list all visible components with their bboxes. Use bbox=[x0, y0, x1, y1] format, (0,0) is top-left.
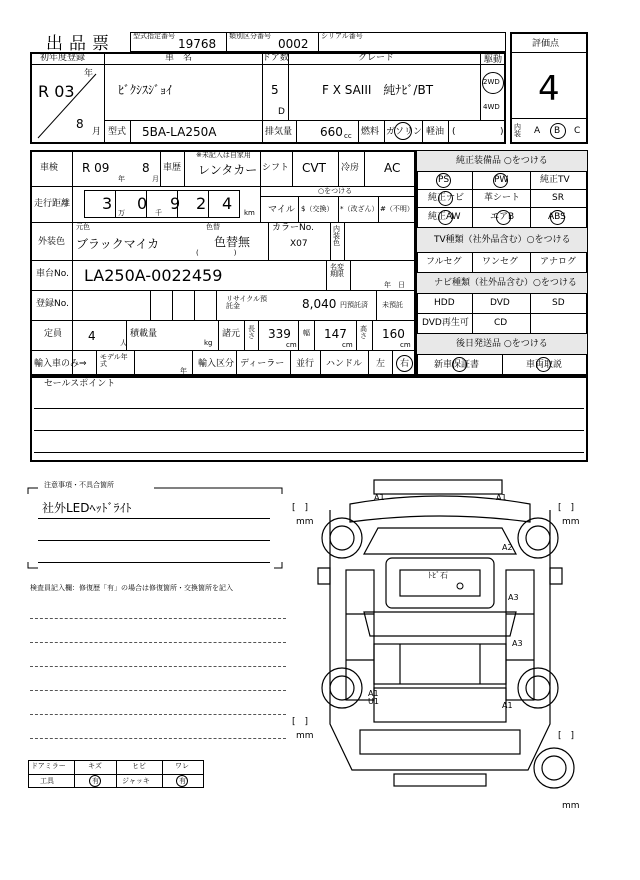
legend-scratch: キズ bbox=[88, 762, 102, 770]
later-warranty-circle bbox=[452, 357, 467, 372]
front-bumper bbox=[374, 480, 502, 494]
car-damage-diagram bbox=[290, 474, 590, 814]
length-cm: cm bbox=[286, 341, 297, 349]
mark-a1-u1: A1 bbox=[368, 689, 379, 698]
chassis-label: 車台No. bbox=[36, 269, 69, 279]
import-label: 輸入車のみ⇒ bbox=[34, 359, 87, 369]
mark-a1-front-right: A1 bbox=[496, 493, 507, 502]
color: ブラックマイカ bbox=[76, 237, 160, 251]
mark-a1-front-left: A1 bbox=[374, 493, 385, 502]
rear-bumper bbox=[360, 730, 520, 754]
stone-chip-label: ﾄﾋﾞ石 bbox=[428, 571, 448, 580]
equip-aw-circle bbox=[438, 210, 453, 225]
mark-a3-right-2: A3 bbox=[512, 639, 523, 648]
recycle-unpaid: 未預託 bbox=[382, 301, 403, 309]
later-manual: 車両取説 bbox=[526, 360, 563, 370]
inspection-year: R 09 bbox=[82, 161, 110, 175]
legend-tools-has: 有 bbox=[92, 777, 99, 785]
history-label: 車歴 bbox=[163, 163, 182, 173]
grade-score: 4 bbox=[538, 69, 560, 109]
equip-airbag: エアB bbox=[490, 212, 515, 222]
interior-b-circle bbox=[550, 123, 566, 139]
interior-grade-a: A bbox=[534, 126, 541, 136]
type-no: 19768 bbox=[178, 37, 217, 51]
color-no: X07 bbox=[290, 239, 308, 249]
car-name-label: 車 名 bbox=[165, 53, 193, 63]
sales-label: セールスポイント bbox=[44, 379, 116, 389]
import-class-label: 輸入区分 bbox=[198, 359, 235, 369]
parallel-label: 並行 bbox=[296, 359, 315, 369]
doors: 5 bbox=[271, 83, 279, 97]
form-title: 出品票 bbox=[46, 34, 115, 54]
later-header: 後日発送品 ○をつける bbox=[456, 339, 548, 349]
wheel-rear-left bbox=[322, 668, 362, 708]
equip-pw: PW bbox=[494, 175, 509, 185]
navi-sd: SD bbox=[552, 298, 565, 308]
inspection-month: 8 bbox=[142, 161, 150, 175]
type-no-label: 型式指定番号 bbox=[133, 32, 175, 40]
interior-grade-c: C bbox=[574, 126, 581, 136]
equip-ps: PS bbox=[438, 175, 450, 185]
aircon: AC bbox=[384, 161, 401, 175]
navi-header: ナビ種類（社外品含む）○をつける bbox=[434, 278, 577, 288]
interior-grade-b: B bbox=[554, 126, 561, 136]
inspection-label: 車検 bbox=[40, 163, 59, 173]
width-label: 幅 bbox=[303, 329, 310, 337]
class-no-label: 類別区分番号 bbox=[229, 32, 271, 40]
car-name: ﾋﾞｸｼｽｼﾞｮｲ bbox=[118, 83, 173, 97]
mile-opt-3: #（不明） bbox=[380, 205, 414, 213]
capacity-unit: 人 bbox=[120, 339, 127, 347]
tv-header: TV種類（社外品含む）○をつける bbox=[434, 235, 571, 245]
serial-label: シリアル番号 bbox=[321, 32, 363, 40]
disp-label: 排気量 bbox=[265, 127, 293, 137]
tv-full: フルセグ bbox=[426, 257, 462, 267]
name-change-label: 名変期限 bbox=[330, 263, 344, 278]
wheel-rear-right bbox=[518, 668, 558, 708]
equip-navi-circle bbox=[438, 191, 453, 206]
mm-top-left: mm bbox=[296, 517, 314, 527]
model-year-label: モデル年式 bbox=[100, 353, 128, 368]
dvd-label: DVD再生可 bbox=[422, 318, 469, 328]
recycle-suffix: 円預託済 bbox=[340, 301, 368, 309]
length-label: 長さ bbox=[248, 325, 255, 340]
fuel: ガソリン bbox=[386, 127, 423, 137]
mile-label: マイル bbox=[268, 205, 295, 215]
drive-2wd: 2WD bbox=[483, 78, 500, 86]
tv-analog: アナログ bbox=[540, 257, 577, 267]
mark-a3-right-1: A3 bbox=[508, 593, 519, 602]
disp-unit: cc bbox=[344, 132, 352, 140]
tv-one: ワンセグ bbox=[482, 257, 519, 267]
legend-break: ワレ bbox=[175, 762, 189, 770]
color-paren: ( ) bbox=[196, 249, 237, 257]
windshield bbox=[364, 528, 516, 554]
grade-label: グレード bbox=[358, 53, 395, 63]
bracket-top-left: [ ] bbox=[292, 503, 309, 513]
mileage-label: 走行距離 bbox=[34, 199, 71, 209]
light-oil-label: 軽油 bbox=[426, 127, 445, 137]
recycle: 8,040 bbox=[302, 297, 337, 311]
navi-hdd: HDD bbox=[434, 298, 455, 308]
mileage-man: 万 bbox=[118, 209, 125, 217]
navi-dvd: DVD bbox=[490, 298, 510, 308]
bracket-bottom-right: [ ] bbox=[558, 731, 575, 741]
equip-tv: 純正TV bbox=[540, 175, 570, 185]
equipment-header: 純正装備品 ○をつける bbox=[456, 156, 548, 166]
color-section-label: 外装色 bbox=[38, 237, 66, 247]
mileage-unit: km bbox=[244, 209, 255, 217]
legend-jack-has: 有 bbox=[179, 777, 186, 785]
inspector-label: 検査員記入欄：修復歴「有」の場合は修復箇所・交換箇所を記入 bbox=[30, 584, 233, 592]
width-cm: cm bbox=[342, 341, 353, 349]
wheel-front-right bbox=[518, 518, 558, 558]
width: 147 bbox=[324, 327, 347, 341]
mile-opt-2: *（改ざん） bbox=[340, 205, 379, 213]
drive-label: 駆動 bbox=[484, 55, 503, 65]
equip-leather: 革シート bbox=[484, 193, 521, 203]
shift: CVT bbox=[302, 161, 326, 175]
load-label: 積載量 bbox=[130, 329, 158, 339]
later-warranty: 新車保証書 bbox=[434, 360, 480, 370]
grade-score-label: 評価点 bbox=[532, 39, 560, 49]
color-change-label: 色替 bbox=[206, 223, 220, 231]
mileage-digit-2: 0 bbox=[137, 194, 148, 213]
length: 339 bbox=[268, 327, 291, 341]
wheel-front-left bbox=[322, 518, 362, 558]
color-orig-label: 元色 bbox=[76, 223, 90, 231]
disp: 660 bbox=[320, 125, 343, 139]
first-reg-month-unit: 月 bbox=[92, 127, 102, 137]
chassis: LA250A-0022459 bbox=[84, 266, 223, 285]
mm-bottom-right: mm bbox=[562, 801, 580, 811]
mileage-digit-3: 9 bbox=[170, 194, 181, 213]
equip-ps-circle bbox=[436, 173, 451, 188]
height: 160 bbox=[382, 327, 405, 341]
interior-label: 内装 bbox=[514, 123, 521, 138]
legend-jack: ジャッキ bbox=[122, 777, 150, 785]
model-year-suffix: 年 bbox=[180, 367, 187, 375]
mark-u1: U1 bbox=[368, 697, 379, 706]
dims-label: 諸元 bbox=[222, 329, 241, 339]
legend-tools: 工具 bbox=[40, 777, 54, 785]
mileage-digit-4: 2 bbox=[196, 194, 207, 213]
legend-mirror: ドアミラー bbox=[31, 762, 66, 770]
interior-color-label: 内装色 bbox=[333, 225, 340, 247]
dealer-label: ディーラー bbox=[240, 359, 285, 369]
inspection-month-unit: 月 bbox=[152, 175, 159, 183]
first-reg-year-unit: 年 bbox=[84, 69, 94, 79]
mile-attach: ○をつける bbox=[318, 187, 353, 195]
equip-abs-circle bbox=[550, 210, 565, 225]
equip-airbag-circle bbox=[496, 210, 511, 225]
load-unit: kg bbox=[204, 339, 213, 347]
height-label: 高さ bbox=[360, 325, 367, 340]
reg-no-label: 登録No. bbox=[36, 299, 69, 309]
later-manual-circle bbox=[536, 357, 551, 372]
model: 5BA-LA250A bbox=[142, 125, 217, 139]
mark-a2-right: A2 bbox=[502, 543, 513, 552]
legend-crack: ヒビ bbox=[132, 762, 146, 770]
color-change: 色替無 bbox=[214, 235, 251, 249]
name-change-ym: 年 日 bbox=[384, 281, 405, 289]
height-cm: cm bbox=[400, 341, 411, 349]
model-label: 型式 bbox=[108, 127, 127, 137]
history-note: ※未記入は自家用 bbox=[196, 151, 251, 159]
notes-label: 注意事項・不具合箇所 bbox=[44, 481, 114, 489]
first-reg-label: 初年度登録 bbox=[40, 53, 86, 63]
aircon-label: 冷房 bbox=[341, 163, 360, 173]
bracket-top-right: [ ] bbox=[558, 503, 575, 513]
first-reg-year: R 03 bbox=[38, 82, 75, 101]
doors-sub: D bbox=[278, 107, 285, 117]
bracket-bottom-left: [ ] bbox=[292, 717, 309, 727]
first-reg-month: 8 bbox=[76, 117, 84, 131]
doors-label: ドア数 bbox=[262, 53, 289, 63]
equip-navi: 純正ナビ bbox=[428, 193, 465, 203]
inspection-year-unit: 年 bbox=[118, 175, 125, 183]
mm-top-right: mm bbox=[562, 517, 580, 527]
mileage-sen: 千 bbox=[155, 209, 162, 217]
spare-wheel bbox=[534, 748, 574, 788]
drive-4wd: 4WD bbox=[483, 103, 500, 111]
fuel-circle bbox=[394, 122, 412, 140]
mile-opt-1: $（交換） bbox=[301, 205, 334, 213]
notes-text: 社外LEDﾍｯﾄﾞﾗｲﾄ bbox=[42, 501, 132, 515]
grade: F X SAIII 純ﾅﾋﾞ/BT bbox=[322, 83, 434, 97]
class-no: 0002 bbox=[278, 37, 309, 51]
equip-aw: 純正AW bbox=[428, 212, 461, 222]
history: レンタカー bbox=[198, 163, 258, 177]
equip-abs: ABS bbox=[548, 212, 566, 222]
handle-left: 左 bbox=[376, 359, 386, 369]
fuel-label: 燃料 bbox=[361, 127, 380, 137]
handle-right-circle bbox=[396, 355, 413, 372]
rear-window bbox=[364, 612, 516, 636]
handle-right: 右 bbox=[400, 359, 410, 369]
recycle-label: リサイクル預託金 bbox=[226, 295, 268, 310]
mileage-digit-1: 3 bbox=[102, 194, 113, 213]
shift-label: シフト bbox=[262, 163, 290, 173]
roof bbox=[386, 558, 494, 608]
equip-sr: SR bbox=[552, 193, 564, 203]
mm-bottom-left: mm bbox=[296, 731, 314, 741]
mark-a1-rear: A1 bbox=[502, 701, 513, 710]
color-no-label: カラーNo. bbox=[272, 223, 314, 233]
dvd-cd: CD bbox=[494, 318, 508, 328]
capacity-label: 定員 bbox=[44, 329, 63, 339]
rear-panel bbox=[374, 688, 506, 722]
equip-pw-circle bbox=[493, 173, 508, 188]
handle-label: ハンドル bbox=[326, 359, 363, 369]
mileage-digit-5: 4 bbox=[222, 194, 233, 213]
capacity: 4 bbox=[88, 329, 96, 343]
trunk bbox=[374, 644, 506, 684]
rear-bumper-bottom bbox=[394, 774, 486, 786]
